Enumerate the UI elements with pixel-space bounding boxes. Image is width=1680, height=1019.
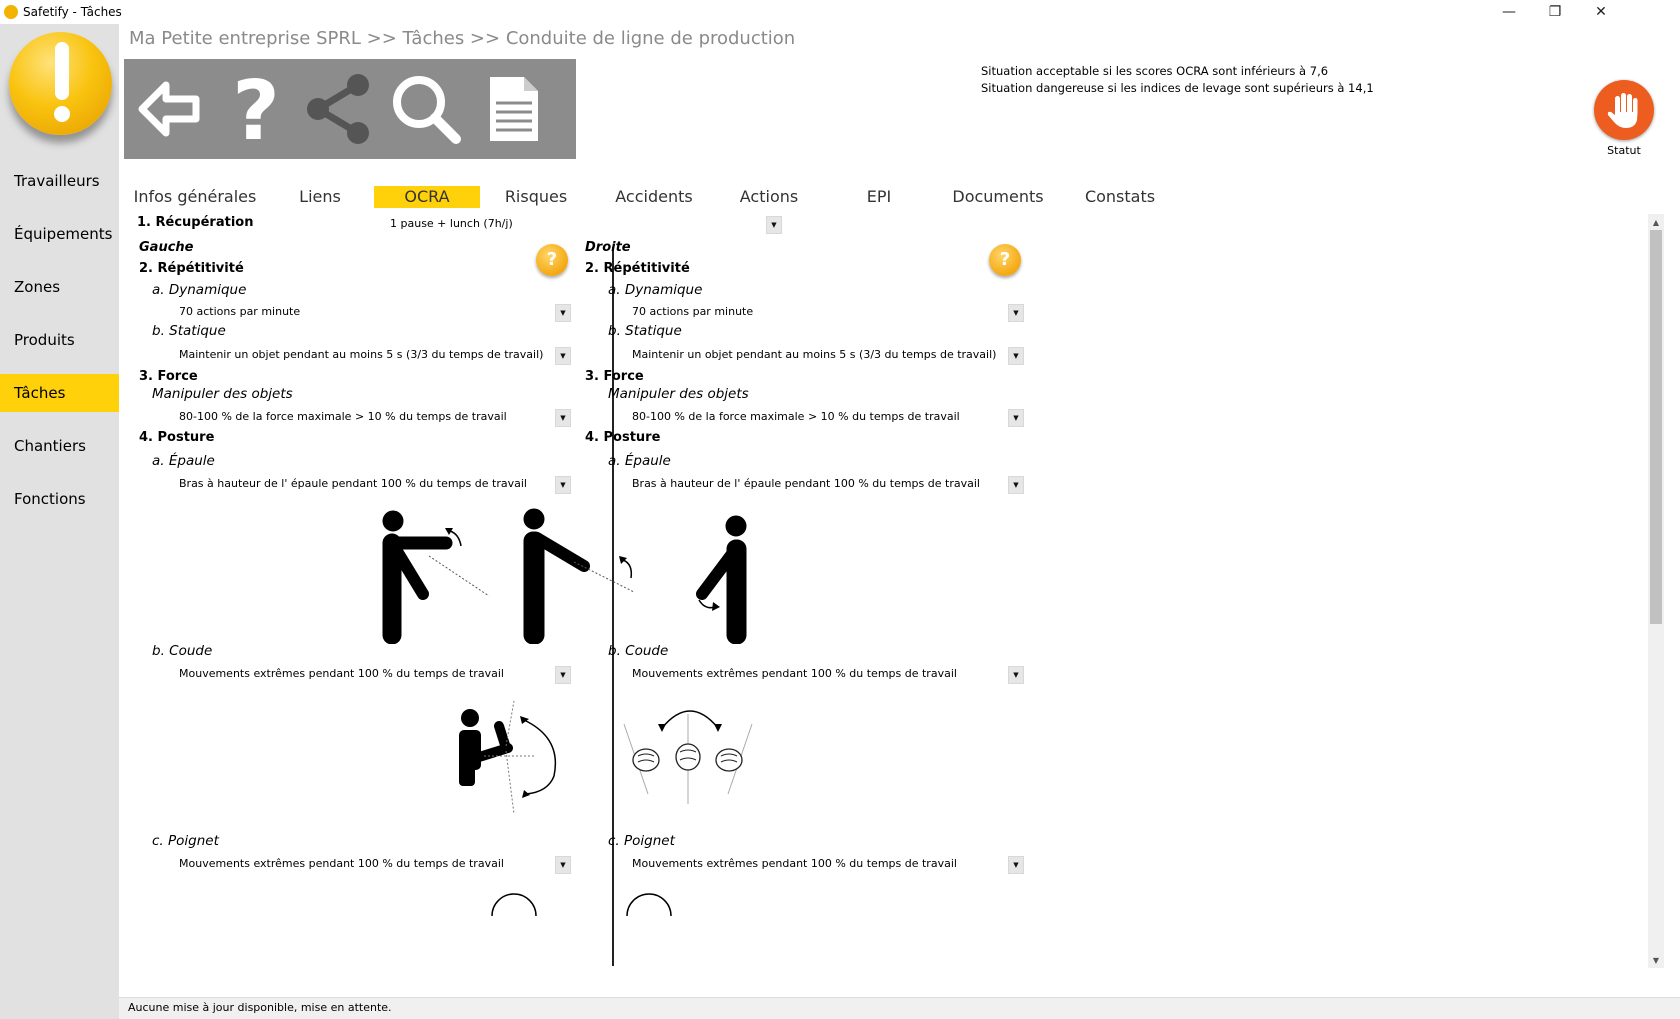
statut-button[interactable]: [1594, 80, 1654, 140]
right-epaule-dropdown-arrow-icon[interactable]: ▼: [1008, 476, 1024, 494]
right-force-select[interactable]: 80-100 % de la force maximale > 10 % du temps de travail: [632, 410, 960, 423]
statut-label: Statut: [1607, 144, 1641, 157]
restore-button[interactable]: ❐: [1548, 4, 1562, 20]
left-help-icon[interactable]: ?: [536, 244, 568, 276]
info-line-dangerous: Situation dangereuse si les indices de levage sont supérieurs à 14,1: [981, 81, 1374, 95]
right-epaule-label: a. Épaule: [608, 453, 671, 469]
left-statique-dropdown-arrow-icon[interactable]: ▼: [555, 347, 571, 365]
right-statique-select[interactable]: Maintenir un objet pendant au moins 5 s (3/3 du temps de travail): [632, 348, 997, 361]
right-poignet-select[interactable]: Mouvements extrêmes pendant 100 % du temps de travail: [632, 857, 957, 870]
wrist-posture-illustration-left: [484, 886, 544, 916]
tab-accidents[interactable]: Accidents: [615, 187, 693, 206]
right-manipuler-label: Manipuler des objets: [608, 386, 749, 402]
right-dynamique-select[interactable]: 70 actions par minute: [632, 305, 754, 318]
window-title: Safetify - Tâches: [23, 5, 122, 19]
right-dynamique-dropdown-arrow-icon[interactable]: ▼: [1008, 304, 1024, 322]
left-dynamique-label: a. Dynamique: [152, 282, 247, 298]
app-exclamation-logo-icon: [9, 32, 112, 135]
ocra-form: [124, 214, 1648, 966]
right-repetitivite-label: 2. Répétitivité: [585, 261, 690, 276]
recuperation-select[interactable]: 1 pause + lunch (7h/j): [390, 217, 513, 230]
stop-hand-icon: [1594, 80, 1654, 140]
tab-actions[interactable]: Actions: [739, 187, 799, 206]
left-repetitivite-label: 2. Répétitivité: [139, 261, 244, 276]
breadcrumb: Ma Petite entreprise SPRL >> Tâches >> Conduite de ligne de production: [129, 28, 796, 49]
info-line-acceptable: Situation acceptable si les scores OCRA sont inférieurs à 7,6: [981, 64, 1329, 78]
share-icon[interactable]: [300, 69, 380, 149]
close-button[interactable]: ✕: [1595, 4, 1607, 20]
left-force-select[interactable]: 80-100 % de la force maximale > 10 % du temps de travail: [179, 410, 507, 423]
left-dynamique-dropdown-arrow-icon[interactable]: ▼: [555, 304, 571, 322]
left-statique-label: b. Statique: [152, 323, 226, 339]
left-coude-dropdown-arrow-icon[interactable]: ▼: [555, 666, 571, 684]
scroll-up-icon[interactable]: ▲: [1652, 217, 1660, 227]
left-dynamique-select[interactable]: 70 actions par minute: [179, 305, 301, 318]
tab-constats[interactable]: Constats: [1084, 187, 1156, 206]
right-side-heading: Droite: [585, 240, 631, 255]
back-arrow-icon[interactable]: [130, 69, 210, 149]
search-icon[interactable]: [386, 69, 466, 149]
app-logo-icon: [4, 5, 18, 19]
sidebar-item-taches[interactable]: Tâches: [0, 374, 119, 412]
tab-ocra[interactable]: OCRA: [374, 186, 480, 208]
right-coude-select[interactable]: Mouvements extrêmes pendant 100 % du temps de travail: [632, 667, 957, 680]
right-force-dropdown-arrow-icon[interactable]: ▼: [1008, 409, 1024, 427]
left-epaule-dropdown-arrow-icon[interactable]: ▼: [555, 476, 571, 494]
recuperation-label: 1. Récupération: [137, 215, 254, 230]
tab-epi[interactable]: EPI: [866, 187, 892, 206]
tab-documents[interactable]: Documents: [952, 187, 1044, 206]
recuperation-dropdown-arrow-icon[interactable]: ▼: [766, 216, 782, 234]
minimize-button[interactable]: —: [1502, 4, 1516, 20]
right-poignet-dropdown-arrow-icon[interactable]: ▼: [1008, 856, 1024, 874]
left-coude-label: b. Coude: [152, 643, 213, 659]
scrollbar-thumb[interactable]: [1650, 230, 1662, 624]
left-manipuler-label: Manipuler des objets: [152, 386, 293, 402]
right-force-label: 3. Force: [585, 369, 644, 384]
sidebar-item-zones[interactable]: Zones: [14, 278, 61, 296]
right-coude-dropdown-arrow-icon[interactable]: ▼: [1008, 666, 1024, 684]
sidebar-item-chantiers[interactable]: Chantiers: [14, 437, 86, 455]
status-bar: Aucune mise à jour disponible, mise en attente.: [119, 997, 1680, 1019]
left-side-heading: Gauche: [139, 240, 194, 255]
tab-infos-generales[interactable]: Infos générales: [133, 187, 257, 206]
scroll-down-icon[interactable]: ▼: [1652, 955, 1660, 965]
right-epaule-select[interactable]: Bras à hauteur de l' épaule pendant 100 % du temps de travail: [632, 477, 980, 490]
sidebar-item-travailleurs[interactable]: Travailleurs: [14, 172, 100, 190]
sidebar-item-fonctions[interactable]: Fonctions: [14, 490, 86, 508]
left-poignet-label: c. Poignet: [152, 833, 219, 849]
shoulder-posture-illustration: [379, 504, 759, 644]
vertical-scrollbar[interactable]: [1648, 214, 1664, 968]
right-coude-label: b. Coude: [608, 643, 669, 659]
sidebar-item-produits[interactable]: Produits: [14, 331, 75, 349]
ocra-thresholds-info: [981, 63, 1374, 97]
left-poignet-select[interactable]: Mouvements extrêmes pendant 100 % du temps de travail: [179, 857, 504, 870]
wrist-posture-illustration-right: [619, 886, 679, 916]
toolbar: [124, 59, 576, 159]
document-icon[interactable]: [474, 69, 554, 149]
left-poignet-dropdown-arrow-icon[interactable]: ▼: [555, 856, 571, 874]
right-help-icon[interactable]: ?: [989, 244, 1021, 276]
elbow-posture-illustration-right: [618, 694, 758, 814]
title-bar: [0, 0, 1680, 24]
left-coude-select[interactable]: Mouvements extrêmes pendant 100 % du temps de travail: [179, 667, 504, 680]
left-force-dropdown-arrow-icon[interactable]: ▼: [555, 409, 571, 427]
right-posture-label: 4. Posture: [585, 430, 661, 445]
right-statique-label: b. Statique: [608, 323, 682, 339]
right-statique-dropdown-arrow-icon[interactable]: ▼: [1008, 347, 1024, 365]
right-dynamique-label: a. Dynamique: [608, 282, 703, 298]
sidebar: [0, 24, 119, 1019]
tab-risques[interactable]: Risques: [504, 187, 568, 206]
left-epaule-label: a. Épaule: [152, 453, 215, 469]
tab-liens[interactable]: Liens: [299, 187, 341, 206]
left-force-label: 3. Force: [139, 369, 198, 384]
left-epaule-select[interactable]: Bras à hauteur de l' épaule pendant 100 % du temps de travail: [179, 477, 527, 490]
right-poignet-label: c. Poignet: [608, 833, 675, 849]
help-question-icon[interactable]: [216, 69, 296, 149]
elbow-posture-illustration-left: [454, 696, 574, 816]
left-statique-select[interactable]: Maintenir un objet pendant au moins 5 s (3/3 du temps de travail): [179, 348, 544, 361]
svg-text:?: ?: [232, 69, 280, 149]
sidebar-item-equipements[interactable]: Équipements: [14, 225, 113, 243]
left-posture-label: 4. Posture: [139, 430, 215, 445]
